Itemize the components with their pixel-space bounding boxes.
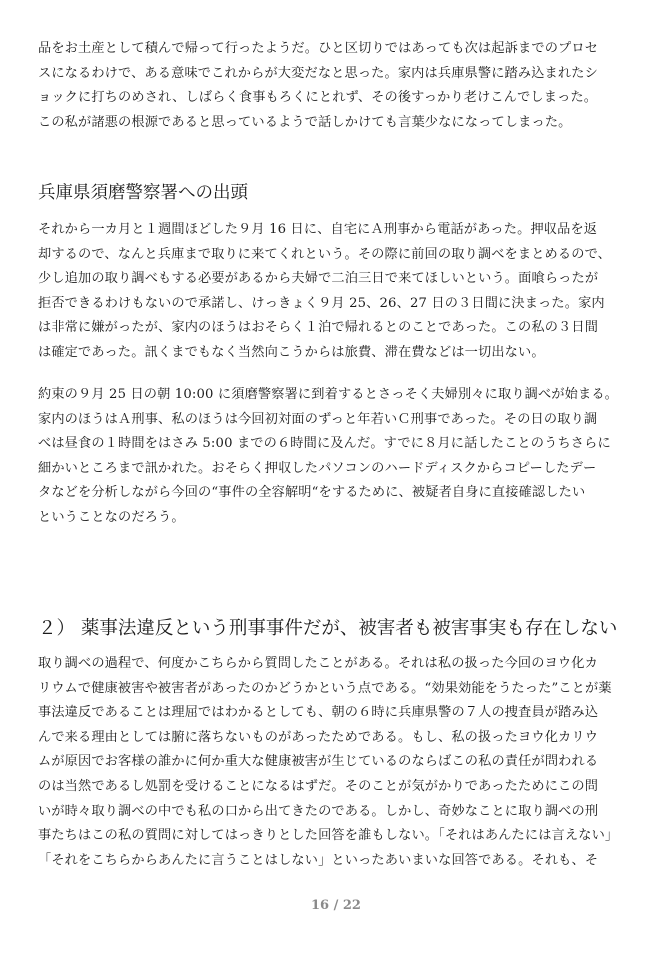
paragraph-2-line: は確定であった。訊くまでもなく当然向こうからは旅費、滞在費などは一切出ない。 bbox=[38, 344, 545, 360]
paragraph-3 bbox=[38, 383, 638, 531]
paragraph-4-line: んで来る理由としては腑に落ちないものがあったためである。もし、私の扱ったヨウ化カリウ bbox=[38, 729, 599, 745]
section-heading-suma-police: 兵庫県須磨警察署への出頭 bbox=[38, 183, 248, 203]
paragraph-2-line: は非常に嫌がったが、家内のほうはおそらく１泊で帰れるとのことであった。この私の３日間 bbox=[38, 320, 599, 336]
paragraph-3-line: タなどを分析しながら今回の“事件の全容解明“をするために、被疑者自身に直接確認したい bbox=[38, 485, 586, 501]
page-number: 16 / 22 bbox=[311, 898, 361, 913]
paragraph-4-line: 取り調べの過程で、何度かこちらから質問したことがある。それは私の扱った今回のヨウ化カ bbox=[38, 656, 598, 671]
paragraph-2-line: 少し追加の取り調べもする必要があるから夫婦で二泊三日で来てほしいという。面喰らったが bbox=[38, 271, 599, 287]
section-heading-pharma-law: ２） 薬事法違反という刑事事件だが、被害者も被害事実も存在しない bbox=[38, 618, 618, 639]
paragraph-4 bbox=[38, 652, 638, 873]
paragraph-4-line: ムが原因でお客様の誰かに何か重大な健康被害が生じているのならばこの私の責任が問われる bbox=[38, 754, 599, 770]
paragraph-3-line: 約束の９月 25 日の朝 10:00 に須磨警察署に到着するとさっそく夫婦別々に取り調べが始まる。 bbox=[38, 387, 619, 402]
paragraph-2 bbox=[38, 218, 638, 366]
paragraph-3-line: 細かいところまで訊かれた。おそらく押収したパソコンのハードディスクからコピーしたデー bbox=[38, 460, 597, 476]
paragraph-2-line: 却するので、なんと兵庫まで取りに来てくれという。その際に前回の取り調べをまとめるので、 bbox=[38, 246, 611, 262]
paragraph-1 bbox=[38, 37, 638, 135]
paragraph-4-line: 事法違反であることは理屈ではわかるとしても、朝の６時に兵庫県警の７人の捜査員が踏み込 bbox=[38, 705, 599, 721]
paragraph-1-line: ョックに打ちのめされ、しばらく食事もろくにとれず、その後すっかり老けこんでしまった。 bbox=[38, 90, 598, 106]
paragraph-1-line: スになるわけで、ある意味でこれからが大変だなと思った。家内は兵庫県警に踏み込まれたシ bbox=[38, 65, 598, 81]
paragraph-4-line: いが時々取り調べの中でも私の口から出てきたのである。しかし、奇妙なことに取り調べの刑 bbox=[38, 803, 599, 819]
paragraph-2-line: 拒否できるわけもないので承諾し、けっきょく９月 25、26、27 日の３日間に決まった。家内 bbox=[38, 295, 605, 311]
paragraph-3-line: ということなのだろう。 bbox=[38, 509, 185, 525]
paragraph-4-line: 事たちはこの私の質問に対してはっきりとした回答を誰もしない。「それはあんたには言えない」 bbox=[38, 828, 619, 844]
paragraph-2-line: それから一カ月と１週間ほどした９月 16 日に、自宅にＡ刑事から電話があった。押収品を返 bbox=[38, 222, 598, 237]
paragraph-1-line: この私が諸悪の根源であると思っているようで話しかけても言葉少なになってしまった。 bbox=[38, 114, 572, 130]
paragraph-3-line: 家内のほうはＡ刑事、私のほうは今回初対面のずっと年若いＣ刑事であった。その日の取り調 bbox=[38, 411, 598, 427]
paragraph-4-line: のは当然であるし処罰を受けることになるはずだ。そのことが気がかりであったためにこの問 bbox=[38, 778, 599, 794]
paragraph-4-line: リウムで健康被害や被害者があったのかどうかという点である。“効果効能をうたった”ことが薬 bbox=[38, 680, 612, 696]
paragraph-3-line: べは昼食の１時間をはさみ 5:00 までの６時間に及んだ。すでに８月に話したことのうちさらに bbox=[38, 436, 611, 452]
paragraph-1-line: 品をお土産として積んで帰って行ったようだ。ひと区切りではあっても次は起訴までのプロセ bbox=[38, 41, 599, 56]
paragraph-4-line: 「それをこちらからあんたに言うことはしない」といったあいまいな回答である。それも、そ bbox=[38, 852, 599, 868]
